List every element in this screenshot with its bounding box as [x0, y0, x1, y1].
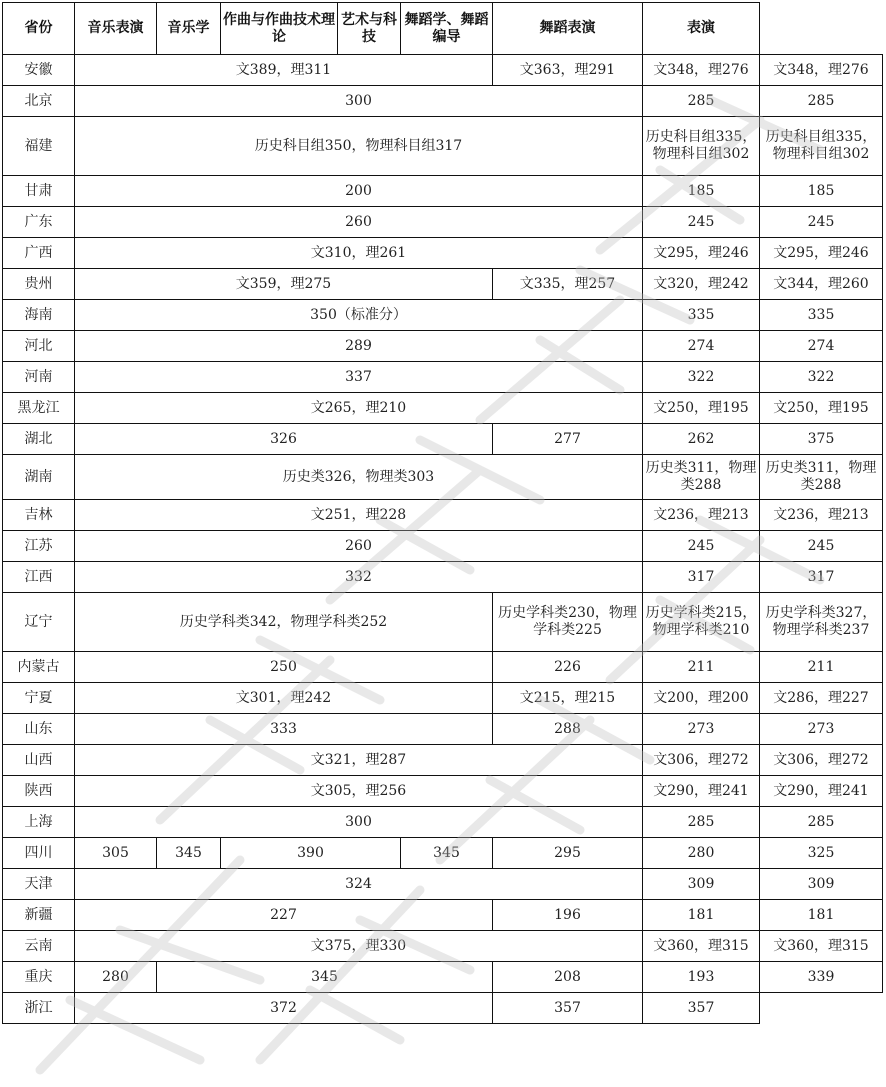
table-row: [3, 331, 883, 362]
table-row: [3, 531, 883, 562]
province-cell: 辽宁: [3, 593, 75, 652]
header-row: [3, 3, 883, 55]
province-cell: 浙江: [3, 993, 75, 1024]
score-cell: 历史学科类342，物理学科类252: [75, 593, 493, 652]
score-cell: 208: [493, 962, 643, 993]
column-header: 表演: [643, 3, 760, 55]
score-cell: 309: [760, 869, 883, 900]
score-cell: 历史科目组350，物理科目组317: [75, 117, 643, 176]
table-row: [3, 455, 883, 500]
score-cell: 337: [75, 362, 643, 393]
table-row: [3, 776, 883, 807]
column-header: 省份: [3, 3, 75, 55]
score-cell: 285: [643, 807, 760, 838]
province-cell: 山西: [3, 745, 75, 776]
score-cell: 335: [643, 300, 760, 331]
table-row: [3, 869, 883, 900]
score-cell: 345: [157, 962, 493, 993]
score-cell: 372: [75, 993, 493, 1024]
province-cell: 贵州: [3, 269, 75, 300]
province-cell: 新疆: [3, 900, 75, 931]
table-row: [3, 117, 883, 176]
score-cell: 文290，理241: [643, 776, 760, 807]
score-cell: 文321，理287: [75, 745, 643, 776]
score-cell: 历史学科类327，物理学科类237: [760, 593, 883, 652]
score-cell: 文200，理200: [643, 683, 760, 714]
score-cell: 文363，理291: [493, 55, 643, 86]
score-cell: 280: [75, 962, 157, 993]
score-cell: 193: [643, 962, 760, 993]
province-cell: 江西: [3, 562, 75, 593]
score-cell: 200: [75, 176, 643, 207]
score-cell: 文335，理257: [493, 269, 643, 300]
table-row: [3, 900, 883, 931]
table-row: [3, 207, 883, 238]
column-header: 舞蹈学、舞蹈编导: [401, 3, 493, 55]
table-row: [3, 300, 883, 331]
score-cell: 300: [75, 86, 643, 117]
score-cell: 262: [643, 424, 760, 455]
province-cell: 河北: [3, 331, 75, 362]
score-cell: 历史类326，物理类303: [75, 455, 643, 500]
score-cell: 285: [760, 86, 883, 117]
table-row: [3, 362, 883, 393]
score-cell: 335: [760, 300, 883, 331]
table-row: [3, 424, 883, 455]
column-header: 音乐表演: [75, 3, 157, 55]
table-row: [3, 838, 883, 869]
table-row: [3, 269, 883, 300]
score-cell: 历史类311，物理类288: [760, 455, 883, 500]
table-row: [3, 593, 883, 652]
province-cell: 海南: [3, 300, 75, 331]
score-cell: 350（标准分）: [75, 300, 643, 331]
score-cell: 文286，理227: [760, 683, 883, 714]
province-cell: 广西: [3, 238, 75, 269]
score-cell: 357: [643, 993, 760, 1024]
province-cell: 四川: [3, 838, 75, 869]
column-header: 艺术与科技: [338, 3, 401, 55]
table-row: [3, 238, 883, 269]
score-cell: 文320，理242: [643, 269, 760, 300]
score-cell: 185: [760, 176, 883, 207]
score-cell: 245: [760, 531, 883, 562]
table-row: [3, 500, 883, 531]
score-cell: 245: [643, 531, 760, 562]
score-cell: 317: [643, 562, 760, 593]
province-cell: 云南: [3, 931, 75, 962]
province-cell: 山东: [3, 714, 75, 745]
score-cell: 历史类311，物理类288: [643, 455, 760, 500]
score-cell: 273: [760, 714, 883, 745]
score-cell: 历史科目组335，物理科目组302: [760, 117, 883, 176]
province-cell: 河南: [3, 362, 75, 393]
score-cell: 文295，理246: [643, 238, 760, 269]
score-cell: 305: [75, 838, 157, 869]
province-cell: 天津: [3, 869, 75, 900]
score-cell: 文348，理276: [643, 55, 760, 86]
score-cell: 文310，理261: [75, 238, 643, 269]
score-cell: 285: [643, 86, 760, 117]
score-cell: 332: [75, 562, 643, 593]
score-cell: 历史学科类215，物理学科类210: [643, 593, 760, 652]
score-cell: 309: [643, 869, 760, 900]
score-cell: 345: [157, 838, 221, 869]
score-cell: 250: [75, 652, 493, 683]
score-cell: 文215，理215: [493, 683, 643, 714]
table-row: [3, 993, 883, 1024]
score-cell: 322: [760, 362, 883, 393]
province-cell: 黑龙江: [3, 393, 75, 424]
score-cell: 181: [760, 900, 883, 931]
province-cell: 内蒙古: [3, 652, 75, 683]
score-cell: 历史科目组335，物理科目组302: [643, 117, 760, 176]
province-cell: 甘肃: [3, 176, 75, 207]
score-cell: 280: [643, 838, 760, 869]
province-cell: 吉林: [3, 500, 75, 531]
score-cell: 317: [760, 562, 883, 593]
score-cell: 文344，理260: [760, 269, 883, 300]
score-cell: 300: [75, 807, 643, 838]
table-row: [3, 931, 883, 962]
score-cell: 196: [493, 900, 643, 931]
score-cell: 295: [493, 838, 643, 869]
table-row: [3, 652, 883, 683]
province-cell: 江苏: [3, 531, 75, 562]
score-cell: 文265，理210: [75, 393, 643, 424]
score-cell: 185: [643, 176, 760, 207]
table-row: [3, 55, 883, 86]
province-cell: 陕西: [3, 776, 75, 807]
province-cell: 重庆: [3, 962, 75, 993]
score-cell: 390: [221, 838, 401, 869]
score-cell: 333: [75, 714, 493, 745]
table-row: [3, 962, 883, 993]
score-cell: 227: [75, 900, 493, 931]
score-cell: 260: [75, 207, 643, 238]
province-cell: 上海: [3, 807, 75, 838]
score-cell: 289: [75, 331, 643, 362]
score-cell: 273: [643, 714, 760, 745]
province-cell: 北京: [3, 86, 75, 117]
score-cell: 245: [760, 207, 883, 238]
score-cell: 181: [643, 900, 760, 931]
score-cell: 211: [760, 652, 883, 683]
table-row: [3, 562, 883, 593]
score-cell: 文305，理256: [75, 776, 643, 807]
province-cell: 广东: [3, 207, 75, 238]
score-cell: 211: [643, 652, 760, 683]
table-row: [3, 807, 883, 838]
province-cell: 福建: [3, 117, 75, 176]
table-row: [3, 745, 883, 776]
score-cell: 文389，理311: [75, 55, 493, 86]
score-cell: 文290，理241: [760, 776, 883, 807]
column-header: 舞蹈表演: [493, 3, 643, 55]
score-cell: 文375，理330: [75, 931, 643, 962]
score-cell: 326: [75, 424, 493, 455]
province-cell: 宁夏: [3, 683, 75, 714]
score-cell: 274: [760, 331, 883, 362]
score-cell: 历史学科类230，物理学科类225: [493, 593, 643, 652]
score-table: [2, 2, 883, 1024]
score-cell: 文348，理276: [760, 55, 883, 86]
score-cell: 245: [643, 207, 760, 238]
score-cell: 文360，理315: [643, 931, 760, 962]
score-cell: 324: [75, 869, 643, 900]
score-cell: 文359，理275: [75, 269, 493, 300]
score-cell: 文295，理246: [760, 238, 883, 269]
score-cell: 357: [493, 993, 643, 1024]
score-cell: 288: [493, 714, 643, 745]
score-cell: 339: [760, 962, 883, 993]
score-cell: 文301，理242: [75, 683, 493, 714]
table-row: [3, 176, 883, 207]
score-cell: 文251，理228: [75, 500, 643, 531]
column-header: 音乐学: [157, 3, 221, 55]
score-cell: 文236，理213: [643, 500, 760, 531]
score-cell: 375: [760, 424, 883, 455]
score-cell: 文250，理195: [643, 393, 760, 424]
score-cell: 文306，理272: [643, 745, 760, 776]
score-cell: 文250，理195: [760, 393, 883, 424]
score-cell: 345: [401, 838, 493, 869]
table-row: [3, 683, 883, 714]
score-cell: 文236，理213: [760, 500, 883, 531]
score-cell: 文360，理315: [760, 931, 883, 962]
score-cell: 325: [760, 838, 883, 869]
score-cell: 277: [493, 424, 643, 455]
score-cell: 文306，理272: [760, 745, 883, 776]
column-header: 作曲与作曲技术理论: [221, 3, 338, 55]
province-cell: 湖北: [3, 424, 75, 455]
table-row: [3, 86, 883, 117]
score-cell: 322: [643, 362, 760, 393]
score-cell: 226: [493, 652, 643, 683]
province-cell: 湖南: [3, 455, 75, 500]
score-cell: 260: [75, 531, 643, 562]
score-cell: 285: [760, 807, 883, 838]
province-cell: 安徽: [3, 55, 75, 86]
table-row: [3, 393, 883, 424]
score-cell: 274: [643, 331, 760, 362]
table-row: [3, 714, 883, 745]
